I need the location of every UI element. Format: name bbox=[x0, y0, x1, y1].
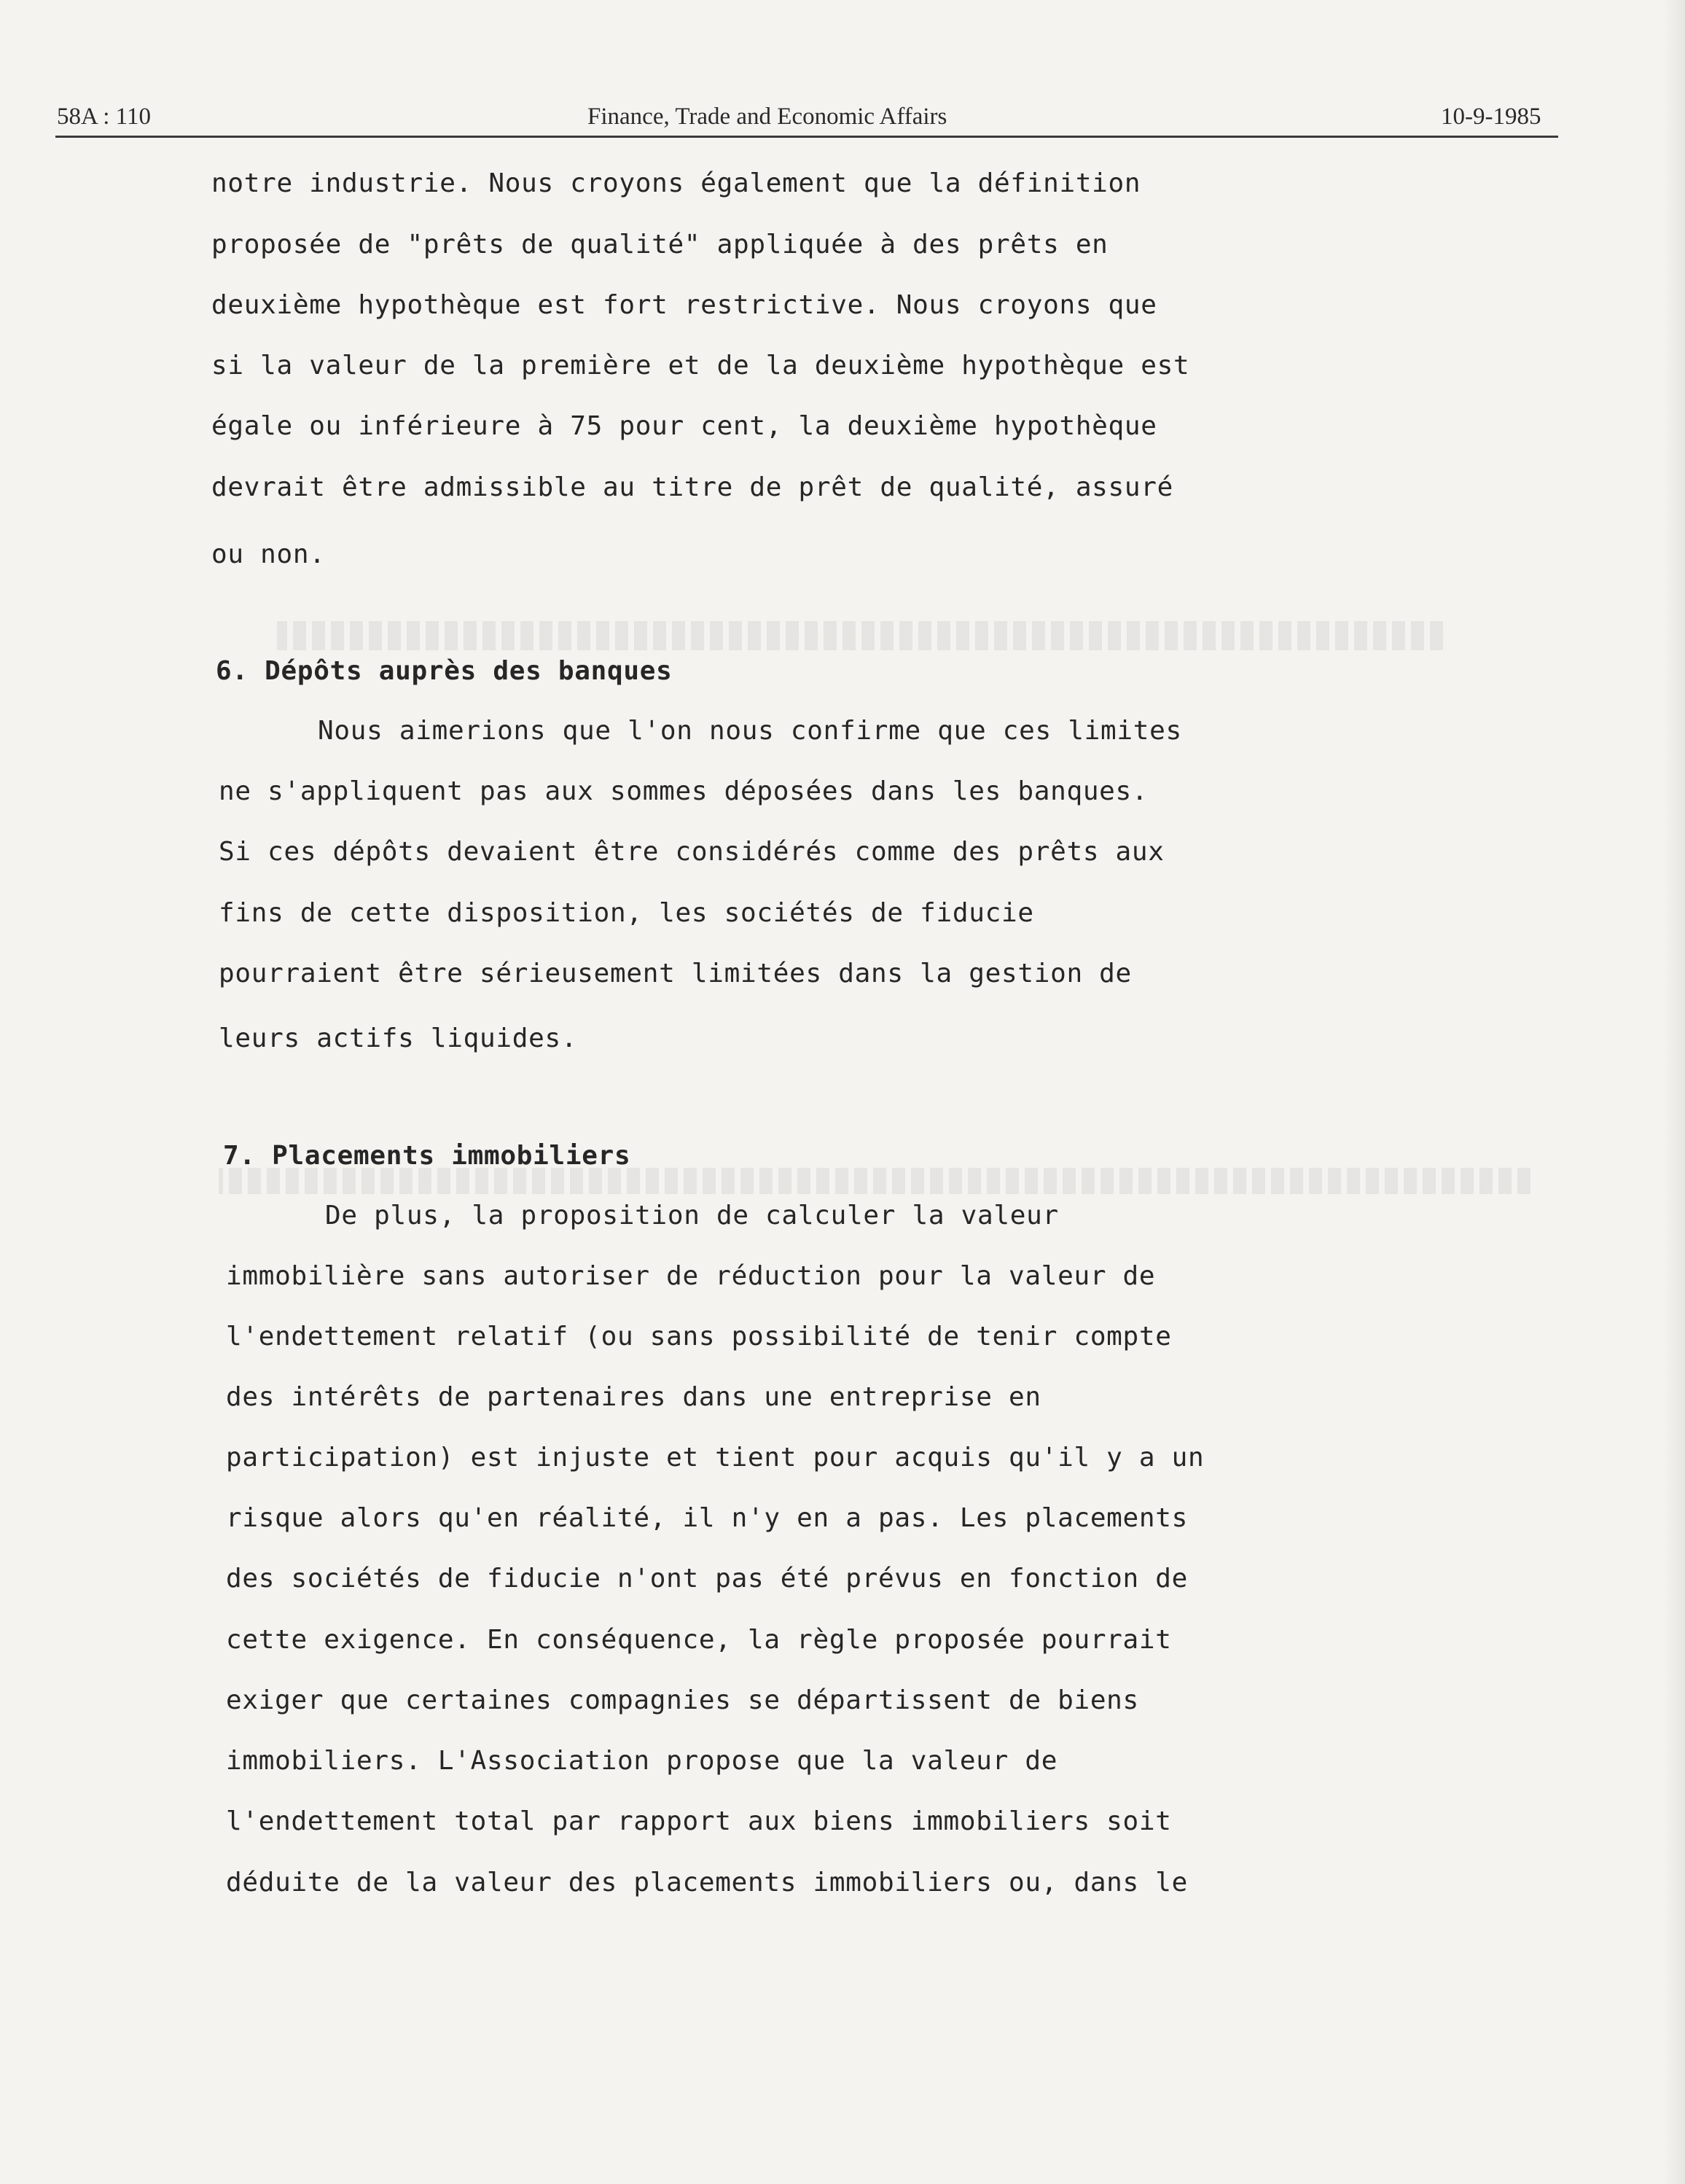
body-line: si la valeur de la première et de la deuxième hypothèque est bbox=[211, 351, 1190, 381]
body-line: proposée de "prêts de qualité" appliquée à des prêts en bbox=[211, 230, 1109, 260]
body-line: exiger que certaines compagnies se départissent de biens bbox=[226, 1685, 1139, 1715]
body-line: des intérêts de partenaires dans une entreprise en bbox=[226, 1382, 1041, 1412]
body-line: deuxième hypothèque est fort restrictive. Nous croyons que bbox=[211, 290, 1157, 320]
running-title: Finance, Trade and Economic Affairs bbox=[587, 104, 947, 130]
page-date: 10-9-1985 bbox=[1441, 104, 1541, 130]
body-line: cette exigence. En conséquence, la règle proposée pourrait bbox=[226, 1625, 1172, 1655]
body-line: devrait être admissible au titre de prêt de qualité, assuré bbox=[211, 472, 1174, 502]
header-rule bbox=[55, 136, 1558, 138]
body-line: égale ou inférieure à 75 pour cent, la deuxième hypothèque bbox=[211, 411, 1157, 441]
body-line: ou non. bbox=[211, 539, 326, 569]
body-line: déduite de la valeur des placements immobiliers ou, dans le bbox=[226, 1868, 1189, 1898]
body-line: fins de cette disposition, les sociétés de fiducie bbox=[219, 898, 1034, 928]
body-line: pourraient être sérieusement limitées dans la gestion de bbox=[219, 959, 1132, 988]
body-line: l'endettement relatif (ou sans possibilité de tenir compte bbox=[226, 1322, 1172, 1352]
section-heading: 6. Dépôts auprès des banques bbox=[216, 656, 673, 686]
body-line: notre industrie. Nous croyons également que la définition bbox=[211, 168, 1141, 198]
section-heading: 7. Placements immobiliers bbox=[223, 1141, 631, 1171]
body-line: risque alors qu'en réalité, il n'y en a pas. Les placements bbox=[226, 1503, 1189, 1533]
body-line: De plus, la proposition de calculer la valeur bbox=[325, 1201, 1059, 1231]
page-edge-shadow bbox=[1663, 0, 1685, 2184]
body-line: ne s'appliquent pas aux sommes déposées dans les banques. bbox=[219, 776, 1149, 806]
body-line: Nous aimerions que l'on nous confirme que ces limites bbox=[318, 716, 1182, 746]
body-line: l'endettement total par rapport aux biens immobiliers soit bbox=[226, 1806, 1172, 1836]
reverse-side-bleed bbox=[277, 621, 1443, 650]
page-number: 58A : 110 bbox=[57, 104, 151, 130]
body-line: leurs actifs liquides. bbox=[219, 1023, 578, 1053]
body-line: immobilière sans autoriser de réduction pour la valeur de bbox=[226, 1261, 1156, 1291]
body-line: participation) est injuste et tient pour acquis qu'il y a un bbox=[226, 1443, 1205, 1473]
body-line: immobiliers. L'Association propose que la valeur de bbox=[226, 1746, 1058, 1776]
body-line: Si ces dépôts devaient être considérés comme des prêts aux bbox=[219, 837, 1165, 867]
body-line: des sociétés de fiducie n'ont pas été prévus en fonction de bbox=[226, 1564, 1189, 1594]
